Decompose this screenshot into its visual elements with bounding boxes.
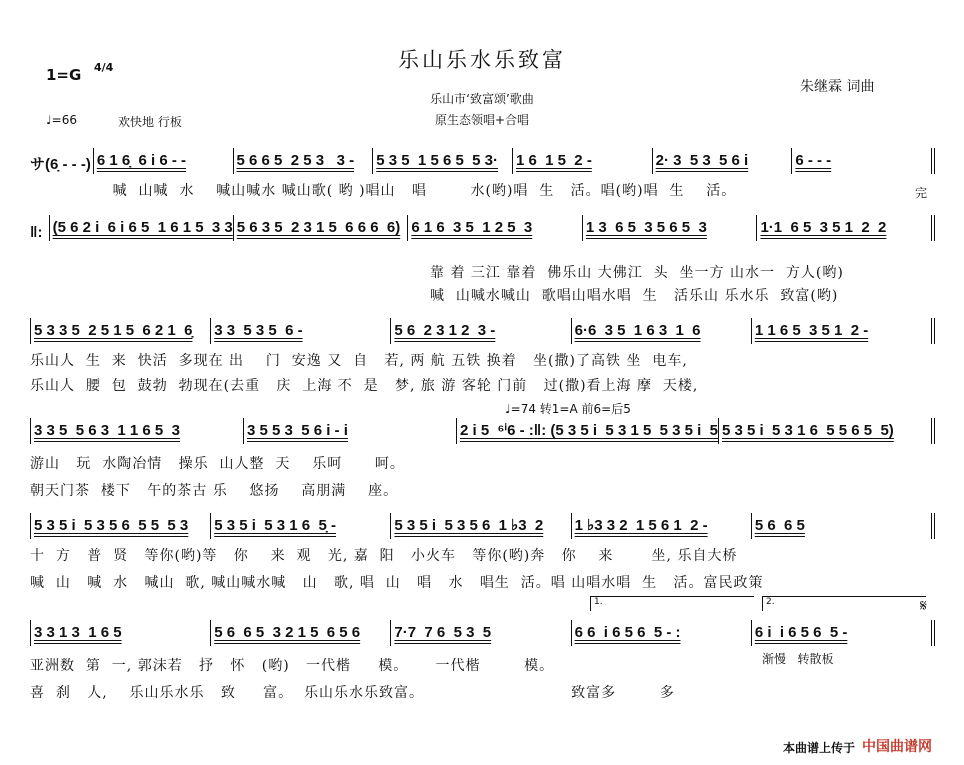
measure: 6 1 6 3 5 1 2 5 3 xyxy=(407,215,582,241)
staff-row xyxy=(30,318,935,344)
measure: 5 6 6 5 2 5 3 3 - xyxy=(233,148,373,174)
measure: 6 1 6̣ 6 i 6 - - xyxy=(93,148,233,174)
volta-1: 1. xyxy=(590,596,754,611)
site-logo[interactable]: 中国曲谱网 xyxy=(862,739,932,755)
measure: 3 3 5 3 5 6 - xyxy=(210,318,390,344)
lyric-line-1: 喊 山喊 水 喊山喊水 喊山歌( 哟 )唱山 唱 水(哟)唱 生 活。唱(哟)唱 生 活。 xyxy=(20,183,737,199)
staff-prefix: サ(6̣ - - -) xyxy=(30,156,91,173)
tempo-change: ♩=74 转1=A 前6=后5 xyxy=(505,402,631,416)
staff-row xyxy=(30,215,935,241)
lyric-line-6b: 喜 刹 人, 乐山乐水乐 致 富。 乐山乐水乐致富。 致富多 多 xyxy=(30,685,675,701)
staff-row xyxy=(30,418,935,444)
measure: 1 6 1 5 2 - xyxy=(512,148,652,174)
measure: 5 3 5 i 5 3 5 6 5 5 5 3 xyxy=(30,513,210,539)
lyric-line-3b: 乐山人 腰 包 鼓勃 勃现在(去重 庆 上海 不 是 梦, 旅 游 客轮 门前 过(撒)看上海 摩 天楼, xyxy=(30,378,699,394)
measure: 3 3 1 3 1 6 5 xyxy=(30,620,210,646)
measure: (5 6 2 i 6 i 6 5 1 6 1 5 3 3 xyxy=(49,215,233,241)
measure: 5 6 3 5 2 3 1 5 6 6 6 6) xyxy=(233,215,408,241)
measure: 6 - - - xyxy=(791,148,935,174)
song-title: 乐山乐水乐致富 xyxy=(398,48,566,72)
upload-note: 本曲谱上传于 xyxy=(783,741,856,755)
measure: 1 1 6 5 3 5 1 2 - xyxy=(751,318,935,344)
staff-row xyxy=(30,513,935,539)
staff-prefix: ‖: xyxy=(30,224,47,241)
lyric-line-6a: 亚洲数 第 一, 郭沫若 抒 怀 (哟) 一代楷 模。 一代楷 模。 xyxy=(30,658,555,674)
measure: 2· 3 5 3 5 6 i xyxy=(652,148,792,174)
lyric-line-5b: 喊 山 喊 水 喊山 歌, 喊山喊水喊 山 歌, 唱 山 唱 水 唱生 活。唱 山唱水唱 生 活。富民政策 xyxy=(30,575,764,591)
author: 朱继霖 词曲 xyxy=(800,79,875,95)
measure: 5 3 5 i 5 3 1 6 5̣ - xyxy=(210,513,390,539)
measure: 1 3 6 5 3 5 6 5 3 xyxy=(582,215,757,241)
measure: 6·6 3 5 1 6 3 1 6 xyxy=(571,318,751,344)
lyric-line-4b: 朝天门茶 楼下 午的茶古 乐 悠扬 高朋满 座。 xyxy=(30,483,399,499)
lyric-line-2a: 靠 着 三江 靠着 佛乐山 大佛江 头 坐一方 山水一 方人(哟) xyxy=(430,265,844,281)
song-subtitle: 乐山市‘致富颂’歌曲 xyxy=(430,92,534,106)
time-signature: 4/4 xyxy=(94,61,114,74)
measure: 3 5 5 3 5 6 i - i xyxy=(243,418,456,444)
lyric-line-4a: 游山 玩 水陶冶情 操乐 山人整 天 乐呵 呵。 xyxy=(30,456,405,472)
segno-sign: 𝄋 xyxy=(920,596,927,615)
fine-mark: 完 xyxy=(915,186,928,200)
measure: 5 6 2 3 1 2 3 - xyxy=(390,318,570,344)
measure: 1 ♭3 3 2 1 5 6 1 2 - xyxy=(571,513,751,539)
measure: 5 3 5 1 5 6 5 5 3· xyxy=(372,148,512,174)
lyric-line-5a: 十 方 普 贤 等你(哟)等 你 来 观 光, 嘉 阳 小火车 等你(哟)奔 你 来 坐, 乐自大桥 xyxy=(30,548,738,564)
key-signature: 1=G xyxy=(46,66,82,84)
expression-mark: 欢快地 行板 xyxy=(118,115,182,129)
lyric-line-2b: 喊 山喊水喊山 歌唱山唱水唱 生 活乐山 乐水乐 致富(哟) xyxy=(430,288,839,304)
measure: 3 3 5 5 6 3 1 1 6 5 3 xyxy=(30,418,243,444)
measure: 1·1 6 5 3 5 1 2 2 xyxy=(756,215,935,241)
measure: 5 3 3 5 2 5 1 5 6 2 1 6̣ xyxy=(30,318,210,344)
staff-row xyxy=(30,620,935,646)
measure: 5 6 6 5 3 2 1 5 6 5 6 xyxy=(210,620,390,646)
volta-2: 2. xyxy=(762,596,926,611)
measure: 6 i i 6 5 6 5 - xyxy=(751,620,935,646)
lyric-line-3a: 乐山人 生 来 快活 多现在 出 门 安逸 又 自 若, 两 航 五铁 换着 坐(撒)了高铁 坐 电车, xyxy=(30,353,688,369)
performance-note: 原生态领唱+合唱 xyxy=(434,113,530,127)
staff-row xyxy=(30,148,935,174)
measure: 5 6 6 5 xyxy=(751,513,935,539)
measure: 6 6 i 6 5 6 5 - : xyxy=(571,620,751,646)
ending-note: 渐慢 转散板 xyxy=(762,652,834,666)
measure: 7·7 7 6 5 3 5 xyxy=(390,620,570,646)
tempo-mark: ♩=66 xyxy=(46,113,77,127)
measure: 2 i 5 ⁶ⁱ6 - :‖: (5 3 5 i 5 3 1 5 5 3 5 i 5 xyxy=(456,418,718,444)
measure: 5 3 5 i 5 3 5 6 1 ♭3 2 xyxy=(390,513,570,539)
measure: 5 3 5 i 5 3 1 6 5 5 6 5 5) xyxy=(718,418,935,444)
